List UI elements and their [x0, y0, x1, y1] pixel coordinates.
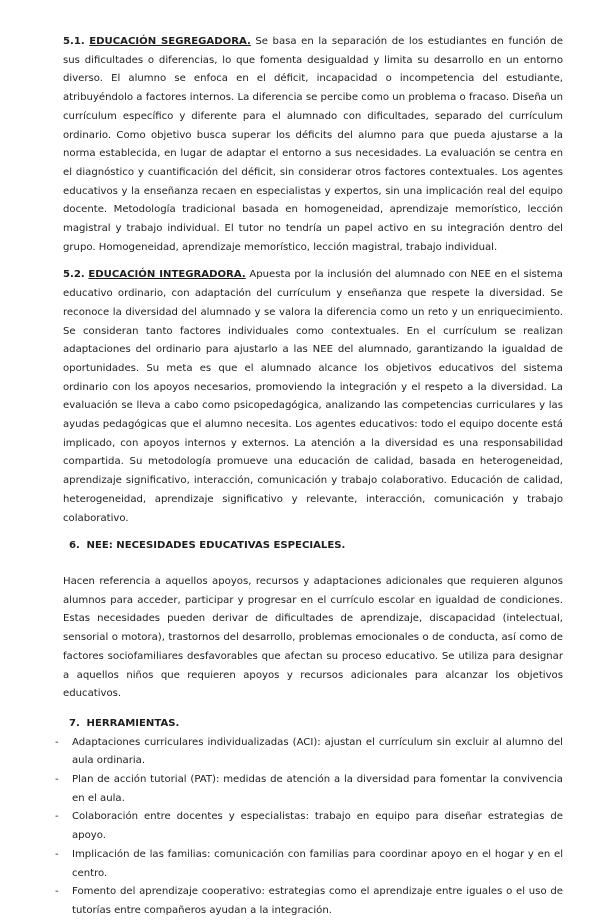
section-6-number: 6. [69, 540, 80, 552]
list-item [55, 808, 563, 845]
list-item-text: Colaboración entre docentes y especialistas: trabajo en equipo para diseñar estrategias de apoyo. [72, 811, 563, 842]
section-7-title: HERRAMIENTAS. [86, 717, 180, 729]
section-5-1-body: Se basa en la separación de los estudiantes en función de sus dificultades o diferencias, lo que fomenta desigualdad y limita su desarrollo en un entorno diverso. El alumno se enfoca en el déficit, incapacidad o incompetencia del estudiante, atribuyéndolo a factores internos. La diferencia se percibe como un problema o fracaso. Diseña un currículum específico y diferente para el alumnado con dificultades, separado del currículum ordinario. Como objetivo busca superar los déficits del alumno para que pueda ajustarse a la norma establecida, en lugar de adaptar el entorno a sus necesidades. La evaluación se centra en el diagnóstico y cuantificación del déficit, sin considerar otros factores contextuales. Los agentes educativos y la enseñanza recaen en especialistas y expertos, sin una implicación real del equipo docente. Metodología tradicional basada en homogeneidad, aprendizaje memorístico, lección magistral y trabajo individual. El tutor no tendría un papel activo en su integración dentro del grupo. Homogeneidad, aprendizaje memorístico, lección magistral, trabajo individual. [63, 36, 563, 253]
section-6-title: NEE: NECESIDADES EDUCATIVAS ESPECIALES. [86, 540, 346, 552]
list-item [55, 883, 563, 920]
bullet-dash: - [55, 848, 59, 860]
section-5-1-paragraph [63, 33, 563, 257]
section-7-heading [63, 715, 563, 734]
list-item-text: Plan de acción tutorial (PAT): medidas de atención a la diversidad para fomentar la convivencia en el aula. [72, 774, 563, 804]
list-item-text: Fomento del aprendizaje cooperativo: estrategias como el aprendizaje entre iguales o el uso de tutorías entre compañeros ayudan a la integración. [72, 886, 563, 916]
section-5-2-body: Apuesta por la inclusión del alumnado con NEE en el sistema educativo ordinario, con adaptación del currículum y enseñanza que respete la diversidad. Se reconoce la diversidad del alumnado y se valora la diferencia como un reto y un enriquecimiento. Se consideran tanto factores individuales como contextuales. En el currículum se realizan adaptaciones del ordinario para ajustarlo a las NEE del alumnado, garantizando la igualdad de oportunidades. Su meta es que el alumnado alcance los objetivos educativos del sistema ordinario con los apoyos necesarios, promoviendo la integración y el respeto a la diversidad. La evaluación se lleva a cabo como psicopedagógica, analizando las competencias curriculares y las ayudas pedagógicas que el alumno necesita. Los agentes educativos: todo el equipo docente está implicado, con apoyos internos y externos. La atención a la diversidad es una responsabilidad compartida. Su metodología promueve una educación de calidad, basada en heterogeneidad, aprendizaje significativo, interacción, comunicación y trabajo colaborativo. Educación de calidad, heterogeneidad, aprendizaje significativo y relevante, interacción, comunicación y trabajo colaborativo. [63, 269, 563, 524]
section-7-number: 7. [69, 717, 80, 729]
bullet-dash: - [55, 886, 59, 898]
list-item [55, 846, 563, 883]
bullet-dash: - [55, 811, 59, 823]
section-5-1-title: EDUCACIÓN SEGREGADORA. [89, 36, 251, 47]
list-item-text: Adaptaciones curriculares individualizadas (ACI): ajustan el currículum sin excluir al alumno del aula ordinaria. [72, 736, 563, 767]
section-6-heading [63, 537, 563, 556]
list-item [55, 734, 563, 771]
section-5-2-title: EDUCACIÓN INTEGRADORA. [88, 269, 246, 281]
list-item-text: Implicación de las familias: comunicación con familias para coordinar apoyo en el hogar y en el centro. [72, 848, 563, 879]
section-5-1-number: 5.1. [63, 36, 85, 47]
section-5-2-paragraph [63, 266, 563, 528]
section-5-2-number: 5.2. [63, 269, 85, 281]
list-item [55, 771, 563, 808]
tools-list [55, 734, 563, 921]
bullet-dash: - [55, 774, 59, 786]
bullet-dash: - [55, 736, 59, 748]
section-6-body: Hacen referencia a aquellos apoyos, recursos y adaptaciones adicionales que requieren algunos alumnos para acceder, participar y progresar en el currículo escolar en igualdad de condiciones. Estas necesidades pueden derivar de dificultades de aprendizaje, discapacidad (intelectual, sensorial o motora), trastornos del desarrollo, problemas emocionales o de conducta, así como de factores sociofamiliares desfavorables que afectan su proceso educativo. Se utiliza para designar a aquellos niños que requieren apoyos y recursos adicionales para alcanzar los objetivos educativos. [63, 575, 563, 700]
